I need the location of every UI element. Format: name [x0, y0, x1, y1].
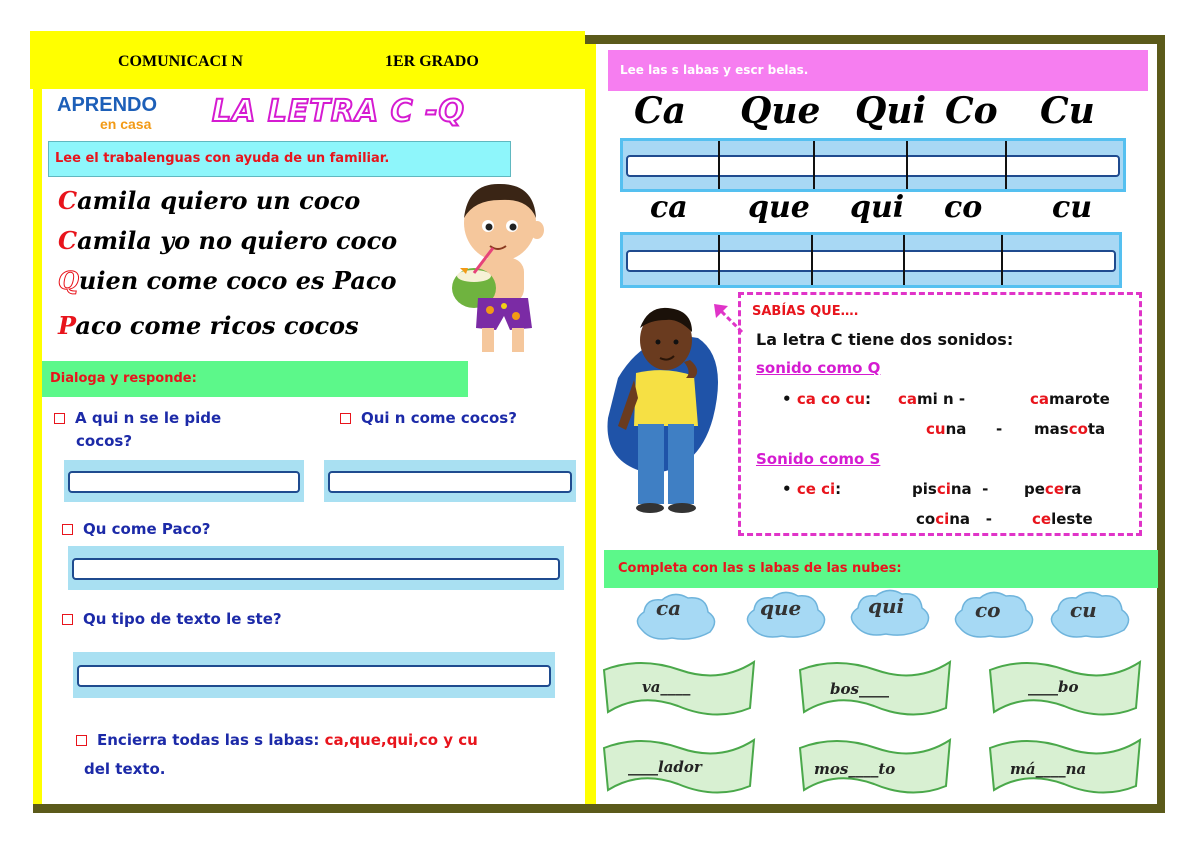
logo-aprendo: APRENDO	[57, 94, 158, 116]
example-word-cocina: cocina -	[916, 510, 998, 528]
lower-syllable-cu: cu	[1052, 190, 1093, 225]
answer-box-1[interactable]	[64, 460, 304, 502]
logo-en-casa: en casa	[100, 116, 152, 132]
upper-syllable-que: Que	[740, 90, 821, 132]
lower-syllable-qui: qui	[850, 190, 905, 225]
fill-word-5[interactable]: mos____to	[814, 760, 896, 778]
left-border	[33, 89, 42, 804]
twister-line-4: Paco come ricos cocos	[58, 311, 359, 340]
dialog-title: Dialoga y responde:	[42, 361, 468, 397]
writing-grid-2[interactable]	[620, 232, 1122, 288]
question-1-continued: cocos?	[76, 432, 133, 450]
fill-word-4[interactable]: ____lador	[628, 758, 702, 776]
example-word-mascota: mascota	[1034, 420, 1106, 438]
sound-s-heading: Sonido como S	[756, 450, 881, 468]
did-you-know-box	[738, 292, 1142, 536]
example-word-camion: cami n -	[898, 390, 966, 408]
question-1: A qui n se le pide	[54, 409, 221, 427]
question-4: Qu tipo de texto le ste?	[62, 610, 282, 628]
twister-line-2: Camila yo no quiero coco	[58, 226, 398, 255]
syllables-instruction: Lee las s labas y escr belas.	[608, 50, 1148, 91]
twister-line-3: Quien come coco es Paco	[58, 266, 397, 295]
answer-box-2[interactable]	[324, 460, 576, 502]
upper-syllable-ca: Ca	[634, 90, 686, 132]
did-you-know-title: SABÍAS QUE….	[752, 304, 859, 319]
cloud-ca-label: ca	[656, 596, 682, 620]
lower-syllable-que: que	[748, 190, 810, 225]
fill-word-1[interactable]: va____	[642, 678, 691, 696]
question-2: Qui n come cocos?	[340, 409, 517, 427]
example-word-cuna: cuna	[926, 420, 967, 438]
lower-syllable-co: co	[944, 190, 983, 225]
sound-s-bullet: • ce ci:	[782, 480, 842, 498]
writing-grid-1[interactable]	[620, 138, 1126, 192]
cloud-co-label: co	[975, 598, 1001, 622]
complete-instruction: Completa con las s labas de las nubes:	[604, 550, 1158, 588]
answer-box-4[interactable]	[73, 652, 555, 698]
center-divider	[585, 44, 596, 804]
question-3: Qu come Paco?	[62, 520, 211, 538]
did-you-know-intro: La letra C tiene dos sonidos:	[756, 330, 1014, 349]
question-5: Encierra todas las s labas: ca,que,qui,co y cu	[76, 731, 478, 749]
upper-syllable-co: Co	[945, 90, 998, 132]
upper-syllable-cu: Cu	[1040, 90, 1095, 132]
question-5-continued: del texto.	[84, 760, 166, 778]
cloud-que-label: que	[760, 596, 802, 620]
subject-label: COMUNICACI N	[118, 53, 243, 70]
fill-word-6[interactable]: má____na	[1010, 760, 1087, 778]
example-dash: -	[996, 420, 1003, 438]
sound-q-bullet: • ca co cu:	[782, 390, 872, 408]
example-word-pecera: pecera	[1024, 480, 1082, 498]
upper-syllable-qui: Qui	[855, 90, 927, 132]
twister-line-1: Camila quiero un coco	[58, 186, 361, 215]
fill-word-3[interactable]: ____bo	[1028, 678, 1079, 696]
boy-coconut-illustration	[438, 178, 548, 358]
lower-syllable-ca: ca	[650, 190, 688, 225]
lesson-title: LA LETRA C -Q	[212, 94, 466, 129]
example-word-celeste: celeste	[1032, 510, 1093, 528]
example-word-piscina: piscina -	[912, 480, 999, 498]
fill-word-2[interactable]: bos____	[830, 680, 889, 698]
sound-q-heading: sonido como Q	[756, 359, 881, 377]
grade-label: 1ER GRADO	[385, 53, 479, 70]
tongue-twister-instruction: Lee el trabalenguas con ayuda de un familiar.	[48, 141, 511, 177]
answer-box-3[interactable]	[68, 546, 564, 590]
cloud-cu-label: cu	[1070, 598, 1097, 622]
example-word-camarote: camarote	[1030, 390, 1110, 408]
cloud-qui-label: qui	[868, 594, 905, 618]
